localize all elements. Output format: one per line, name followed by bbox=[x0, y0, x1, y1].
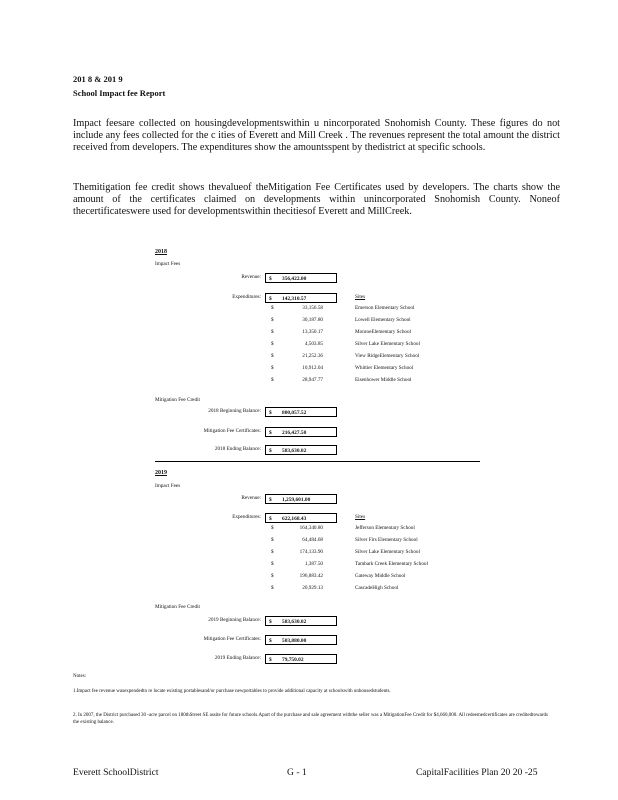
ending-2019-label: 2019 Ending Balance: bbox=[214, 655, 261, 661]
row-school: Eisenhower Middle School bbox=[355, 377, 412, 383]
beginning-2018-label: 2018 Beginning Balance: bbox=[208, 408, 261, 414]
currency-symbol: $ bbox=[271, 353, 274, 359]
currency-symbol: $ bbox=[269, 410, 272, 416]
expenditures-2018-value: 142,310.57 bbox=[282, 296, 307, 302]
currency-symbol: $ bbox=[271, 549, 274, 555]
currency-symbol: $ bbox=[271, 305, 274, 311]
notes-label: Notes: bbox=[73, 674, 87, 679]
currency-symbol: $ bbox=[269, 430, 272, 436]
certificates-2019-value: 503,880.00 bbox=[282, 638, 307, 644]
certificates-2018-box bbox=[265, 427, 337, 437]
note-1: 1.Impact fee revenue wasexpendedto re locate existing portablesand/or purchase newportables to provide additional capacity at schoolswith unhousedstudents. bbox=[73, 689, 391, 694]
row-amount: 13,350.17 bbox=[302, 329, 323, 335]
beginning-2018-box bbox=[265, 407, 337, 417]
footer-page-number: G - 1 bbox=[287, 767, 307, 778]
sites-2018-label: Sites bbox=[355, 294, 366, 300]
ending-2019-value: 79,750.02 bbox=[282, 657, 304, 663]
currency-symbol: $ bbox=[269, 276, 272, 282]
beginning-2019-value: 583,630.02 bbox=[282, 619, 307, 625]
row-school: CascadeHigh School bbox=[355, 585, 399, 591]
row-amount: 4,503.85 bbox=[304, 341, 323, 347]
certificates-2018-value: 216,427.50 bbox=[282, 430, 307, 436]
row-school: Emerson Elementary School bbox=[355, 305, 415, 311]
row-school: Silver Lake Elementary School bbox=[355, 341, 420, 347]
currency-symbol: $ bbox=[269, 497, 272, 503]
currency-symbol: $ bbox=[269, 448, 272, 454]
certificates-2019-box bbox=[265, 635, 337, 645]
revenue-2018-box bbox=[265, 273, 337, 283]
ending-2018-label: 2018 Ending Balance: bbox=[214, 446, 261, 452]
mitigation-2019-label: Mitigation Fee Credit bbox=[155, 604, 200, 610]
row-school: Whittier Elementary School bbox=[355, 365, 414, 371]
footer-plan-title: CapitalFacilities Plan 20 20 -25 bbox=[416, 767, 538, 778]
row-school: Jefferson Elementary School bbox=[355, 525, 415, 531]
expenditures-2018-label: Expenditures: bbox=[232, 294, 261, 300]
sites-2019-label: Sites bbox=[355, 514, 366, 520]
expenditures-2018-box bbox=[265, 293, 337, 303]
ending-2018-value: 583,630.02 bbox=[282, 448, 307, 454]
row-amount: 33,156.58 bbox=[302, 305, 323, 311]
ending-2019-box bbox=[265, 654, 337, 664]
currency-symbol: $ bbox=[269, 657, 272, 663]
row-school: Silver Lake Elementary School bbox=[355, 549, 420, 555]
row-amount: 164,340.80 bbox=[299, 525, 323, 531]
row-school: MonroeElementary School bbox=[355, 329, 412, 335]
currency-symbol: $ bbox=[271, 341, 274, 347]
row-amount: 21,252.36 bbox=[302, 353, 323, 359]
row-school: Tambark Creek Elementary School bbox=[355, 561, 428, 567]
section-divider bbox=[155, 461, 480, 462]
paragraph-impact-fees: Impact feesare collected on housingdevelopmentswithin u nincorporated Snohomish County. These figures do not include any fees collected for the c ities of Everett and Mill Creek . The revenues represent the total amount the district received from developers. The expenditures show the amountsspent by thedistrict at specific schools. bbox=[73, 118, 560, 153]
currency-symbol: $ bbox=[271, 377, 274, 383]
currency-symbol: $ bbox=[271, 525, 274, 531]
row-school: Silver Firs Elementary School bbox=[355, 537, 418, 543]
note-2: 2. In 2007, the District purchased 30 -acre parcel on 180thStreet SE assite for future schools.Apart of the purchase and sale agreement withthe seller was a MitigationFee Credit for $4,660,000. All redeemedcertificates are creditedtowards the existing balance. bbox=[73, 713, 548, 725]
section-2018-year: 2018 bbox=[155, 249, 167, 255]
row-amount: 64,484.68 bbox=[302, 537, 323, 543]
currency-symbol: $ bbox=[271, 537, 274, 543]
currency-symbol: $ bbox=[269, 619, 272, 625]
expenditures-2019-value: 622,168.43 bbox=[282, 516, 307, 522]
row-amount: 1,387.50 bbox=[304, 561, 323, 567]
certificates-2019-label: Mitigation Fee Certificates: bbox=[203, 636, 261, 642]
currency-symbol: $ bbox=[271, 317, 274, 323]
row-school: View RidgeElementary School bbox=[355, 353, 420, 359]
revenue-2019-label: Revenue: bbox=[241, 495, 261, 501]
currency-symbol: $ bbox=[271, 585, 274, 591]
mitigation-2018-label: Mitigation Fee Credit bbox=[155, 397, 200, 403]
section-2019-year: 2019 bbox=[155, 470, 167, 476]
report-title: School Impact fee Report bbox=[73, 88, 166, 98]
row-amount: 30,187.80 bbox=[302, 317, 323, 323]
currency-symbol: $ bbox=[271, 329, 274, 335]
expenditures-2019-box bbox=[265, 513, 337, 523]
currency-symbol: $ bbox=[269, 638, 272, 644]
impact-fees-2018-label: Impact Fees bbox=[155, 261, 181, 267]
row-school: Gateway Middle School bbox=[355, 573, 406, 579]
paragraph-mitigation: Themitigation fee credit shows thevalueof theMitigation Fee Certificates used by developers. The charts show the amount of the certificates claimed on developments within unincorporated Snohomish County. Noneof thecertificateswere used for developmentswithin thecitiesof Everett and MillCreek. bbox=[73, 182, 560, 217]
certificates-2018-label: Mitigation Fee Certificates: bbox=[203, 428, 261, 434]
revenue-2018-value: 356,422.00 bbox=[282, 276, 307, 282]
row-amount: 196,883.42 bbox=[299, 573, 323, 579]
row-school: Lowell Elementary School bbox=[355, 317, 411, 323]
beginning-2019-box bbox=[265, 616, 337, 626]
currency-symbol: $ bbox=[269, 296, 272, 302]
currency-symbol: $ bbox=[269, 516, 272, 522]
row-amount: 20,929.13 bbox=[302, 585, 323, 591]
beginning-2019-label: 2019 Beginning Balance: bbox=[208, 617, 261, 623]
footer-district: Everett SchoolDistrict bbox=[73, 767, 159, 778]
revenue-2018-label: Revenue: bbox=[241, 274, 261, 280]
currency-symbol: $ bbox=[271, 561, 274, 567]
expenditures-2019-label: Expenditures: bbox=[232, 514, 261, 520]
beginning-2018-value: 800,057.52 bbox=[282, 410, 307, 416]
revenue-2019-box bbox=[265, 494, 337, 504]
ending-2018-box bbox=[265, 445, 337, 455]
currency-symbol: $ bbox=[271, 365, 274, 371]
row-amount: 174,133.90 bbox=[299, 549, 323, 555]
revenue-2019-value: 1,259,601.00 bbox=[282, 497, 311, 503]
currency-symbol: $ bbox=[271, 573, 274, 579]
impact-fees-2019-label: Impact Fees bbox=[155, 483, 181, 489]
row-amount: 10,912.04 bbox=[302, 365, 323, 371]
report-years: 201 8 & 201 9 bbox=[73, 74, 123, 84]
row-amount: 28,947.77 bbox=[302, 377, 323, 383]
